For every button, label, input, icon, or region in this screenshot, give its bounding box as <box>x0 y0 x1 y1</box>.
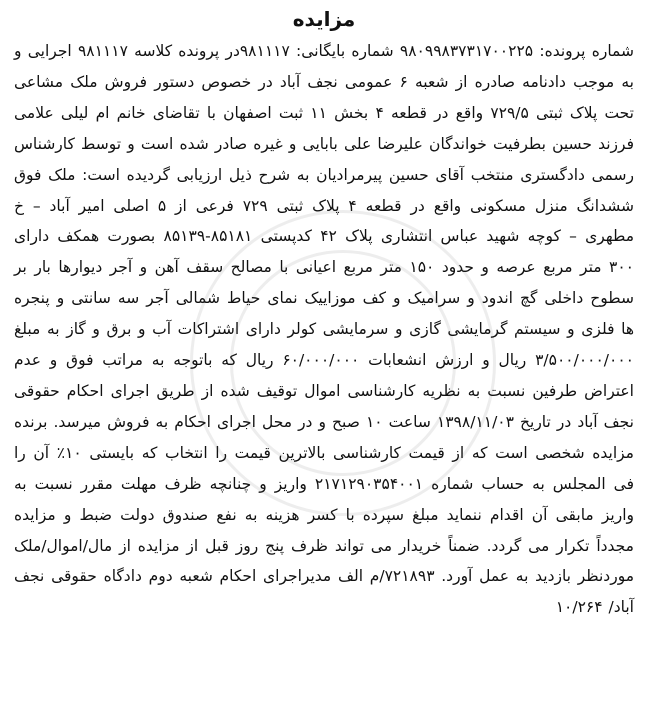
notice-title: مزایده <box>292 7 356 31</box>
notice-body: شماره پرونده: ۹۸۰۹۹۸۳۷۳۱۷۰۰۲۲۵ شماره بایگانی: ۹۸۱۱۱۷در پرونده کلاسه ۹۸۱۱۱۷ اجرایی و به موجب دادنامه صادره از شعبه ۶ عمومی نجف آباد در خصوص دستور فروش ملک مشاعی تحت پلاک ثبتی ۷۲۹/۵ واقع در قطعه ۴ بخش ۱۱ ثبت اصفهان با تقاضای خانم ام لیلی علامی فرزند حسین بطرفیت خواندگان علیرضا علی بابایی و غیره صادر شده است و توسط کارشناس رسمی دادگستری منتخب آقای حسین پیرمرادیان به شرح ذیل ارزیابی گردیده است: ملک فوق ششدانگ منزل مسکونی واقع در قطعه ۴ پلاک ثبتی ۷۲۹ فرعی از ۵ اصلی امیر آباد – خ مطهری – کوچه شهید عباس انتشاری پلاک ۴۲ کدپستی ۸۵۱۸۱-۸۵۱۳۹ بصورت همکف دارای ۳۰۰ متر مربع عرصه و حدود ۱۵۰ متر مربع اعیانی با مصالح سقف آهن و آجر دیوارها بار بر سطوح داخلی گچ اندود و سرامیک و کف موزاییک نمای حیاط شمالی آجر سه سانتی و پنجره ها فلزی و سیستم گرمایشی گازی و سرمایشی کولر دارای اشتراکات آب و برق و گاز به مبلغ ۳/۵۰۰/۰۰۰/۰۰۰ ریال و ارزش انشعابات ۶۰/۰۰۰/۰۰۰ ریال که باتوجه به مراتب فوق و عدم اعتراض طرفین نسبت به نظریه کارشناسی اموال توقیف شده از طریق اجرای احکام حقوقی نجف آباد در تاریخ ۱۳۹۸/۱۱/۰۳ ساعت ۱۰ صبح و در محل اجرای احکام به فروش میرسد. برنده مزایده شخصی است که از قیمت کارشناسی بالاترین قیمت را انتخاب که بایستی ۱۰٪ آن را فی المجلس به حساب شماره ۲۱۷۱۲۹۰۳۵۴۰۰۱ واریز و چنانچه ظرف مهلت مقرر نسبت به واریز مابقی آن اقدام ننماید مبلغ سپرده با کسر هزینه به نفع صندوق دولت ضبط و مزایده مجدداً تکرار می گردد. ضمناً خریدار می تواند ظرف پنج روز قبل از مزایده از مال/اموال/ملک موردنظر بازدید به عمل آورد. ۷۲۱۸۹۳/م الف مدیراجرای احکام شعبه دوم دادگاه حقوقی نجف آباد/ ۱۰/۲۶۴ <box>14 42 635 617</box>
